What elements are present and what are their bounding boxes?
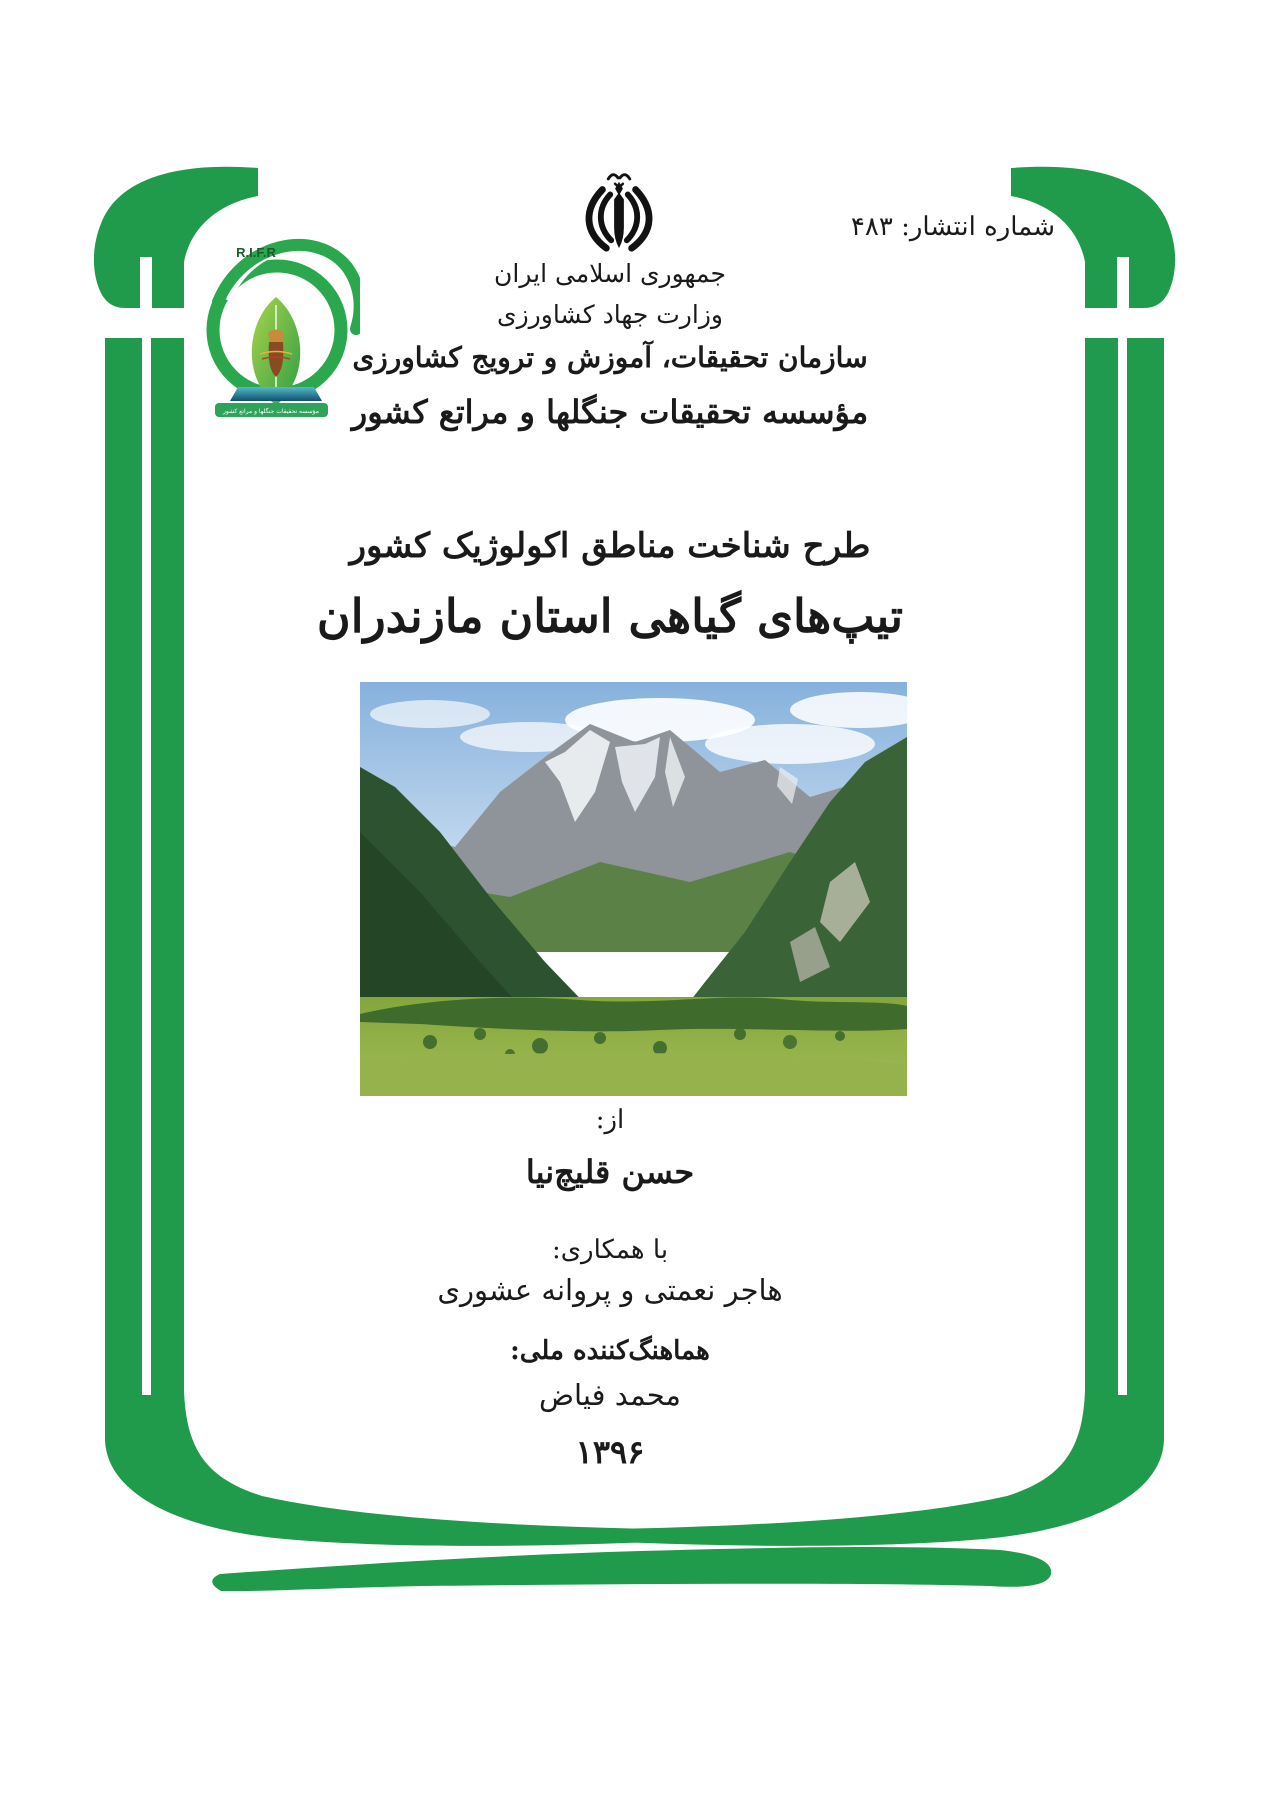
frame-right-inner-bar <box>1085 338 1118 1392</box>
logo-ribbon-text: مؤسسه تحقیقات جنگلها و مراتع کشور <box>223 408 319 415</box>
publication-number: شماره انتشار: ۴۸۳ <box>850 212 1055 242</box>
collaborator-names: هاجر نعمتی و پروانه عشوری <box>437 1273 783 1307</box>
collaboration-label: با همکاری: <box>551 1235 669 1265</box>
frame-bottom-wedge <box>212 1547 1051 1591</box>
by-label: از: <box>595 1105 625 1135</box>
header-line-ministry: وزارت جهاد کشاورزی <box>497 300 723 329</box>
coordinator-name: محمد فیاض <box>539 1378 681 1412</box>
logo-acronym: R.I.F.R <box>236 245 276 260</box>
header-line-country: جمهوری اسلامی ایران <box>494 259 726 288</box>
publication-year: ۱۳۹۶ <box>575 1433 645 1471</box>
page-title: تیپ‌های گیاهی استان مازندران <box>316 589 904 643</box>
project-title: طرح شناخت مناطق اکولوژیک کشور <box>349 526 871 566</box>
coordinator-label: هماهنگ‌کننده ملی: <box>510 1336 710 1366</box>
frame-left-outer-bar <box>105 338 142 1392</box>
header-line-institute: مؤسسه تحقیقات جنگلها و مراتع کشور <box>351 393 869 431</box>
frame-left-inner-bar <box>151 338 184 1392</box>
cover-photo <box>360 682 907 1096</box>
header-line-organization: سازمان تحقیقات، آموزش و ترویج کشاورزی <box>352 341 868 374</box>
frame-right-outer-bar <box>1127 338 1164 1392</box>
iran-national-emblem-icon <box>578 170 660 258</box>
author-name: حسن قلیچ‌نیا <box>525 1153 695 1191</box>
